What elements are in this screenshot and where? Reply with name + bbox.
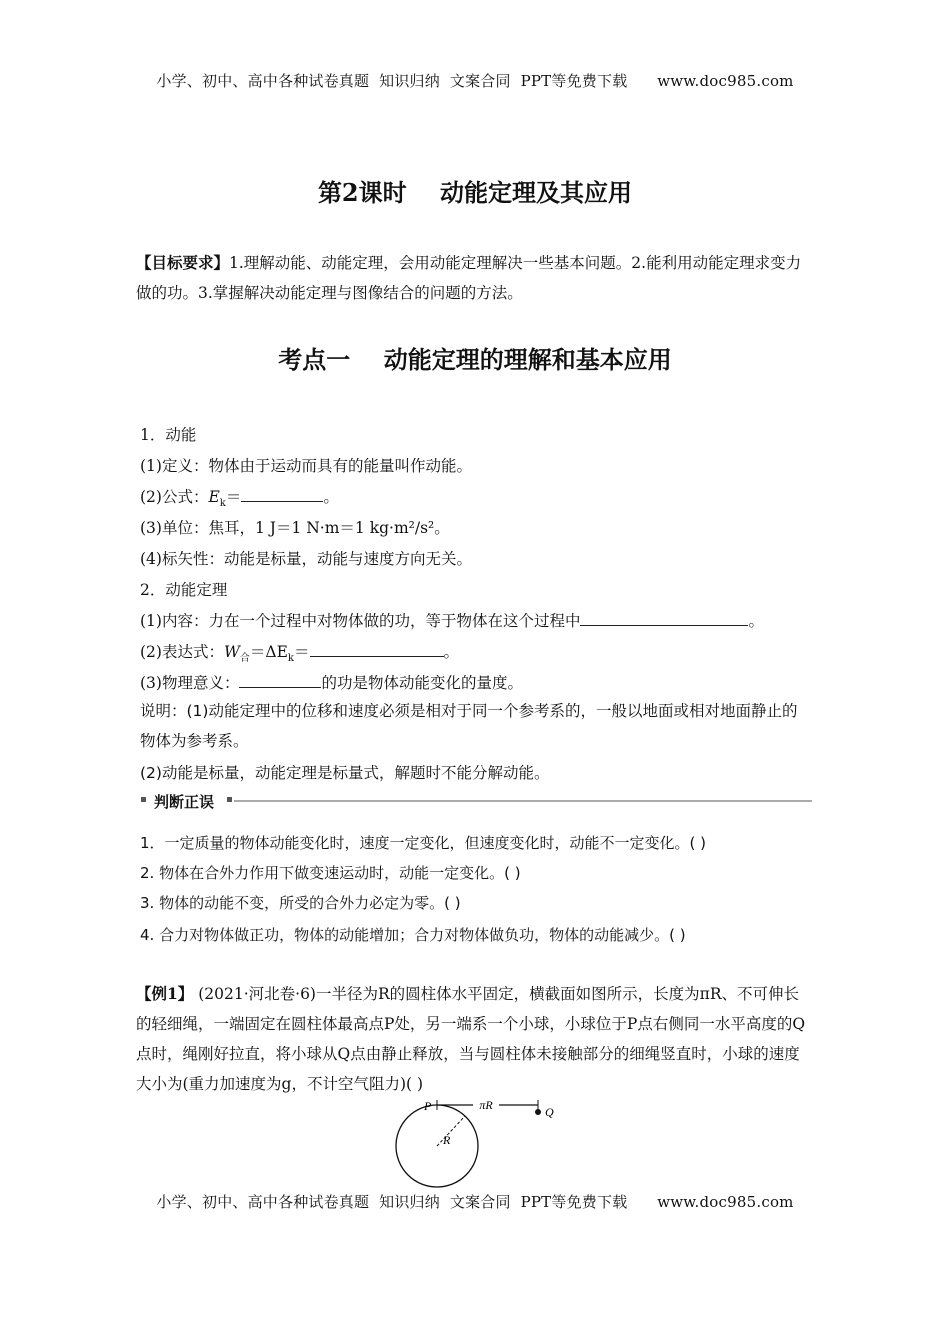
page-title: 第2课时 动能定理及其应用 (317, 178, 633, 207)
label-pir: πR (479, 1099, 493, 1112)
note-2: (2)动能是标量，动能定理是标量式，解题时不能分解动能。 (140, 764, 550, 782)
theorem-content: (1)内容：力在一个过程中对物体做的功，等于物体在这个过程中 。 (140, 612, 764, 630)
judge-item: 3. 物体的动能不变，所受的合外力必定为零。( ) (140, 894, 461, 912)
page-footer: 小学、初中、高中各种试卷真题 知识归纳 文案合同 PPT等免费下载 www.doc985.com (156, 1193, 794, 1211)
ke-definition: (1)定义：物体由于运动而具有的能量叫作动能。 (140, 457, 472, 475)
judge-label: 判断正误 (154, 793, 215, 811)
label-p: P (424, 1099, 432, 1113)
bullet-square-icon (141, 797, 146, 802)
ke-scalar: (4)标矢性：动能是标量，动能与速度方向无关。 (140, 550, 472, 568)
judge-item: 4. 合力对物体做正功，物体的动能增加；合力对物体做负功，物体的动能减少。( ) (140, 926, 686, 944)
theorem-expression: (2)表达式：$W_合=\Delta E_k=$ 。 (140, 643, 460, 665)
note-1: 说明：(1)动能定理中的位移和速度必须是相对于同一个参考系的，一般以地面或相对地面静止的物体为参考系。 (140, 702, 798, 750)
label-r: R (443, 1133, 451, 1147)
goals-label: 【目标要求】 (136, 253, 230, 272)
example-1 (136, 979, 814, 1099)
example-label: 【例1】 (136, 984, 194, 1003)
theorem-meaning: (3)物理意义： 的功是物体动能变化的量度。 (140, 674, 523, 692)
ke-unit: (3)单位：焦耳，1 J＝1 N·m＝1 kg·m²/s²。 (140, 519, 450, 537)
ke-formula-blank (241, 487, 323, 502)
divider (234, 800, 812, 802)
ball-marker (535, 1109, 541, 1115)
judge-item: 1．一定质量的物体动能变化时，速度一定变化，但速度变化时，动能不一定变化。( ) (140, 834, 707, 852)
theorem-expression-blank (310, 642, 444, 657)
theorem-heading: 2．动能定理 (140, 581, 228, 599)
cylinder-rope-figure (390, 1099, 560, 1191)
goals-text: 1.理解动能、动能定理，会用动能定理解决一些基本问题。2.能利用动能定理求变力做的功。3.掌握解决动能定理与图像结合的问题的方法。 (136, 254, 802, 302)
judge-item: 2. 物体在合外力作用下做变速运动时，动能一定变化。( ) (140, 864, 521, 882)
bullet-square-icon (227, 797, 232, 802)
ke-heading: 1．动能 (140, 426, 197, 444)
radius-line (437, 1116, 465, 1146)
example-text: (2021·河北卷·6)一半径为R的圆柱体水平固定，横截面如图所示，长度为πR、不可伸长的轻细绳，一端固定在圆柱体最高点P处，另一端系一个小球，小球位于P点右侧同一水平高度的Q点时，绳刚好拉直，将小球从Q点由静止释放，当与圆柱体未接触部分的细绳竖直时，小球的速度大小为(重力加速度为g，不计空气阻力)( ) (136, 985, 806, 1093)
learning-goals (136, 248, 814, 308)
ke-formula: (2)公式：$E_k=$ 。 (140, 488, 339, 510)
label-q: Q (545, 1105, 554, 1119)
section-title: 考点一 动能定理的理解和基本应用 (278, 345, 672, 374)
theorem-meaning-blank (239, 673, 321, 688)
theorem-content-blank (580, 611, 748, 626)
judge-section-header (140, 791, 812, 813)
page-header: 小学、初中、高中各种试卷真题 知识归纳 文案合同 PPT等免费下载 www.doc985.com (156, 72, 794, 90)
